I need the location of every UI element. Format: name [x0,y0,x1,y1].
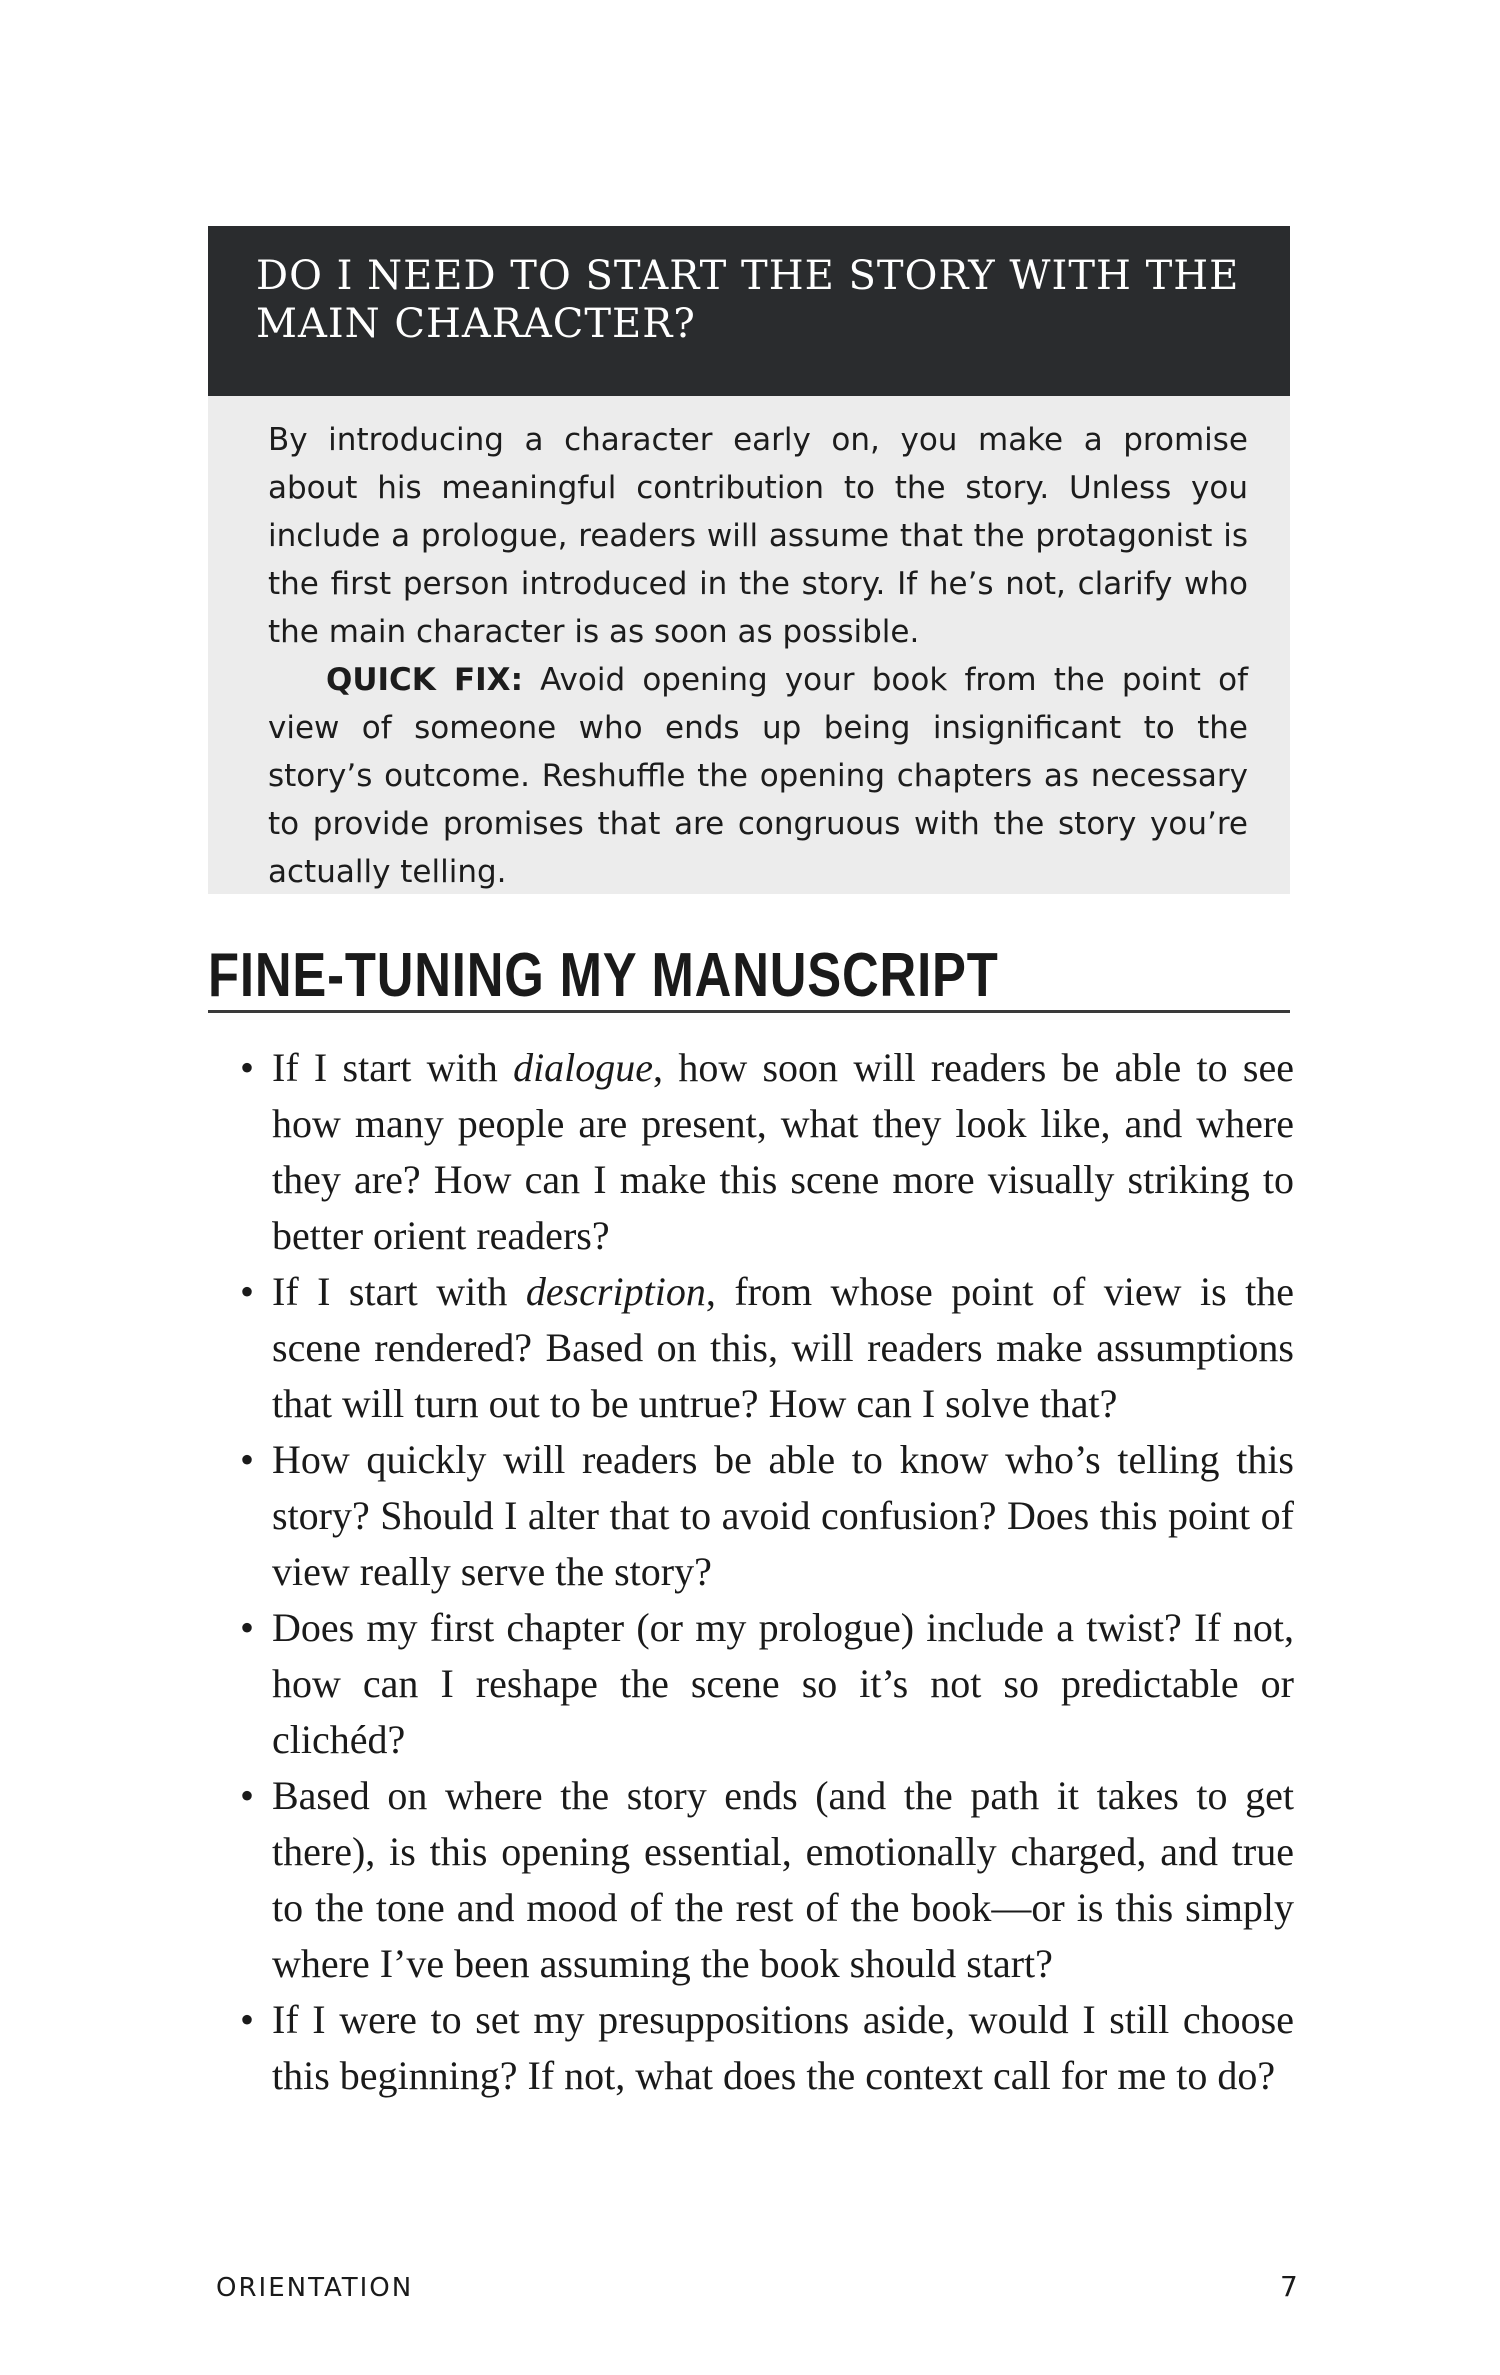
bullet-icon: • [240,1045,255,1090]
bullet-icon: • [240,1605,255,1650]
list-item [240,1040,1294,1264]
list-item-text: How quickly will readers be able to know who’s telling this story? Should I alter that to avoid confusion? Does this point of view really serve the story? [272,1437,1294,1594]
list-item-emphasis: description [525,1269,706,1314]
list-item [240,1992,1294,2104]
list-item-emphasis: dialogue [513,1045,654,1090]
list-item-text: If I were to set my presuppositions aside, would I still choose this beginning? If not, what does the context call for me to do? [272,1997,1294,2098]
list-item-text: , from whose point of view is the scene rendered? Based on this, will readers make assumptions that will turn out to be untrue? How can I solve that? [272,1269,1294,1426]
checklist [240,1040,1294,2104]
running-footer-section: ORIENTATION [216,2273,414,2303]
list-item-text: If I start with [272,1045,514,1090]
list-item [240,1264,1294,1432]
list-item [240,1600,1294,1768]
list-item [240,1432,1294,1600]
sidebar-body [208,396,1290,896]
list-item-text: Does my first chapter (or my prologue) include a twist? If not, how can I reshape the scene so it’s not so predictable or clichéd? [272,1605,1294,1762]
bullet-icon: • [240,1997,255,2042]
list-item-text: Based on where the story ends (and the path it takes to get there), is this opening essential, emotionally charged, and true to the tone and mood of the rest of the book—or is this simply where I’ve been assuming the book should start? [272,1773,1294,1986]
list-item-text: If I start with [272,1269,526,1314]
quick-fix-label: QUICK FIX: [326,662,523,698]
sidebar-box [208,226,1290,894]
bullet-icon: • [240,1269,255,1314]
sidebar-paragraph: By introducing a character early on, you make a promise about his meaningful contribution to the story. Unless you include a prologue, readers will assume that the protagonist is the first person introduced in the story. If he’s not, clarify who the main character is as soon as possible. [268,422,1248,650]
sidebar-title: DO I NEED TO START THE STORY WITH THE MAIN CHARACTER? [208,226,1290,396]
list-item [240,1768,1294,1992]
section-divider [208,1010,1290,1013]
quick-fix-text: Avoid opening your book from the point of view of someone who ends up being insignificant to the story’s outcome. Reshuffle the opening chapters as necessary to provide promises that are congruous with the story you’re actually telling. [268,662,1248,890]
list-item-text: , how soon will readers be able to see how many people are present, what they look like, and where they are? How can I make this scene more visually striking to better orient readers? [272,1045,1294,1258]
page-number: 7 [1280,2270,1298,2303]
bullet-icon: • [240,1437,255,1482]
quick-fix-paragraph [268,656,1248,896]
section-heading: FINE-TUNING MY MANUSCRIPT [208,941,999,1010]
bullet-icon: • [240,1773,255,1818]
